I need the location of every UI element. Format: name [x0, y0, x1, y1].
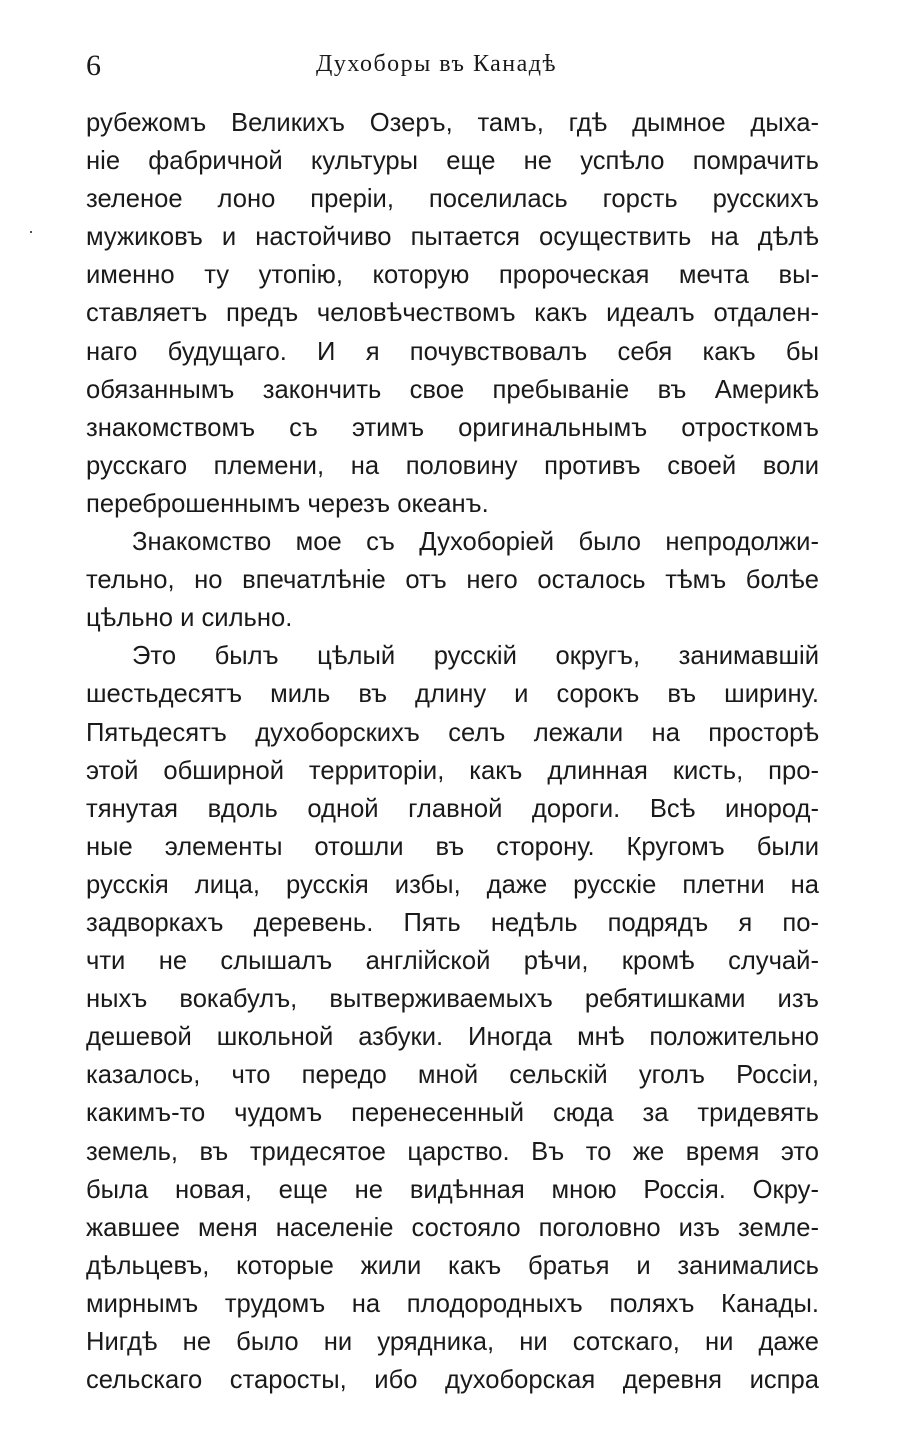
text-line: дешевой школьной азбуки. Иногда мнѣ положительно	[86, 1023, 819, 1052]
text-line: Знакомство мое съ Духоборіей было непродолжи-	[132, 528, 819, 557]
text-line: сельскаго старосты, ибо духоборская деревня испра	[86, 1366, 819, 1395]
text-line: ныхъ вокабулъ, вытверживаемыхъ ребятишками изъ	[86, 985, 819, 1014]
text-line: тельно, но впечатлѣніе отъ него осталось тѣмъ болѣе	[86, 566, 819, 595]
text-line: шестьдесятъ миль въ длину и сорокъ въ ширину.	[86, 680, 819, 709]
body-text	[86, 104, 819, 1399]
text-line: именно ту утопію, которую пророческая мечта вы-	[86, 261, 819, 290]
page-number: 6	[86, 49, 101, 82]
paragraph-3	[86, 637, 819, 1399]
text-line: ставляетъ предъ человѣчествомъ какъ идеалъ отдален-	[86, 299, 819, 328]
paragraph-1	[86, 104, 819, 523]
text-line: цѣльно и сильно.	[86, 604, 293, 633]
text-line: задворкахъ деревень. Пять недѣль подрядъ я по-	[86, 908, 819, 937]
text-line: земель, въ тридесятое царство. Въ то же время это	[86, 1137, 819, 1166]
text-line: наго будущаго. И я почувствовалъ себя какъ бы	[86, 337, 819, 366]
text-line: тянутая вдоль одной главной дороги. Всѣ инород-	[86, 794, 819, 823]
text-line: этой обширной территоріи, какъ длинная кисть, про-	[86, 756, 819, 785]
text-line: дѣльцевъ, которые жили какъ братья и занимались	[86, 1251, 819, 1280]
text-line: была новая, еще не видѣнная мною Россія. Окру-	[86, 1175, 819, 1204]
text-line: ные элементы отошли въ сторону. Кругомъ были	[86, 832, 819, 861]
text-line: мирнымъ трудомъ на плодородныхъ поляхъ Канады.	[86, 1289, 819, 1318]
text-line: рубежомъ Великихъ Озеръ, тамъ, гдѣ дымное дыха-	[86, 109, 819, 137]
text-line: переброшеннымъ черезъ океанъ.	[86, 489, 489, 518]
text-line: знакомствомъ съ этимъ оригинальнымъ отросткомъ	[86, 413, 819, 442]
text-line: обязаннымъ закончить свое пребываніе въ Америкѣ	[86, 375, 819, 404]
text-line: ніе фабричной культуры еще не успѣло помрачить	[86, 147, 819, 176]
text-line: казалось, что передо мной сельскій уголъ Россіи,	[86, 1061, 819, 1090]
text-line: чти не слышалъ англійской рѣчи, кромѣ случай-	[86, 947, 819, 976]
text-line: Нигдѣ не было ни урядника, ни сотскаго, ни даже	[86, 1328, 819, 1356]
running-title: Духоборы въ Канадѣ	[316, 51, 558, 77]
margin-speck	[30, 231, 32, 233]
text-line: какимъ-то чудомъ перенесенный сюда за тридевять	[86, 1099, 819, 1128]
text-line: жавшее меня населеніе состояло поголовно изъ земле-	[86, 1213, 819, 1242]
text-line: Это былъ цѣлый русскій округъ, занимавшій	[132, 642, 819, 671]
text-line: Пятьдесятъ духоборскихъ селъ лежали на просторѣ	[86, 718, 819, 747]
text-line: русскія лица, русскія избы, даже русскіе плетни на	[86, 870, 819, 899]
page-header	[86, 40, 819, 90]
text-line: мужиковъ и настойчиво пытается осуществить на дѣлѣ	[86, 223, 819, 252]
text-line: зеленое лоно преріи, поселилась горсть русскихъ	[86, 185, 819, 214]
paragraph-2	[86, 523, 819, 637]
text-line: русскаго племени, на половину противъ своей воли	[86, 451, 819, 480]
